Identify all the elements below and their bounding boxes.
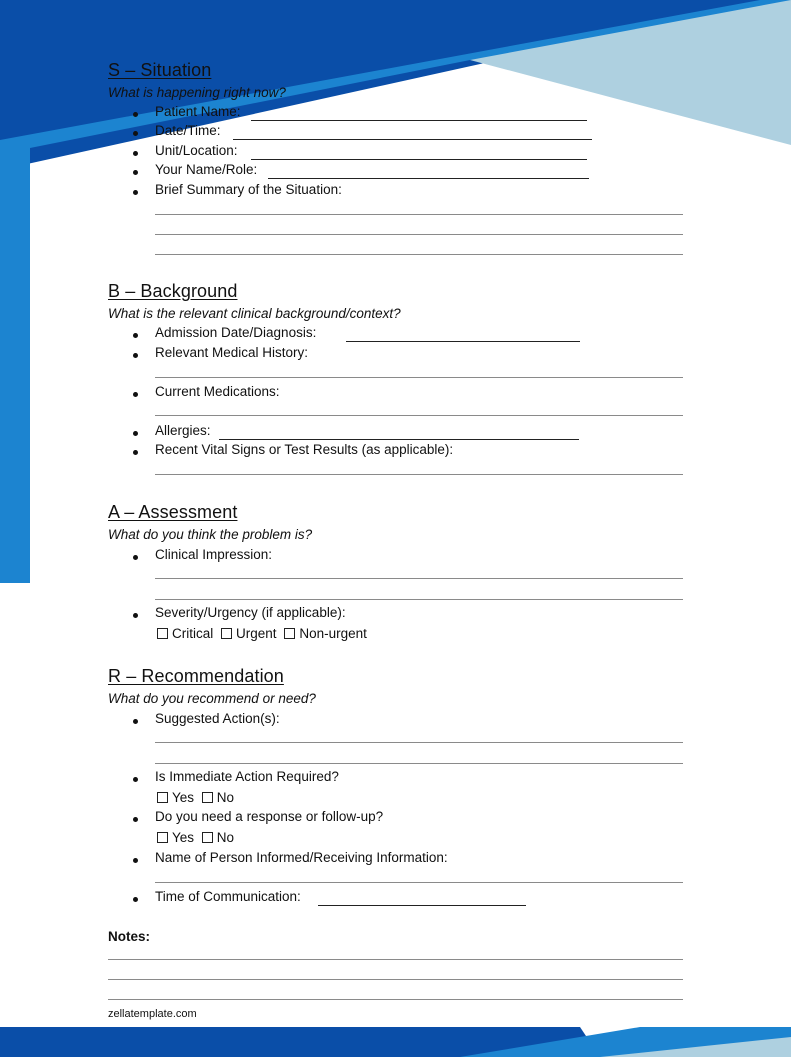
footer-site: zellatemplate.com bbox=[108, 1008, 197, 1020]
bullet bbox=[133, 555, 138, 560]
bullet bbox=[133, 392, 138, 397]
critical-option-label: Critical bbox=[172, 626, 214, 641]
critical-checkbox[interactable] bbox=[157, 628, 168, 639]
immediate-no-label: No bbox=[216, 790, 235, 805]
background-heading: B – Background bbox=[108, 281, 238, 301]
urgent-option-label: Urgent bbox=[236, 626, 277, 641]
assessment-heading: A – Assessment bbox=[108, 502, 238, 522]
severity-options bbox=[157, 626, 371, 641]
allergies-label: Allergies: bbox=[155, 423, 211, 438]
admission-field[interactable] bbox=[346, 341, 580, 342]
date-time-field[interactable] bbox=[233, 139, 592, 140]
bullet bbox=[133, 777, 138, 782]
time-label: Time of Communication: bbox=[155, 889, 301, 904]
impression-line-1[interactable] bbox=[155, 578, 683, 579]
bullet bbox=[133, 131, 138, 136]
recommendation-question: What do you recommend or need? bbox=[108, 691, 316, 706]
bullet bbox=[133, 151, 138, 156]
bullet bbox=[133, 190, 138, 195]
bullet bbox=[133, 719, 138, 724]
response-no-label: No bbox=[216, 830, 235, 845]
patient-name-field[interactable] bbox=[251, 120, 587, 121]
situation-heading: S – Situation bbox=[108, 60, 212, 80]
vitals-line[interactable] bbox=[155, 474, 683, 475]
notes-line-1[interactable] bbox=[108, 959, 683, 960]
vitals-label: Recent Vital Signs or Test Results (as applicable): bbox=[155, 442, 454, 457]
severity-label: Severity/Urgency (if applicable): bbox=[155, 605, 346, 620]
summary-line-1[interactable] bbox=[155, 214, 683, 215]
your-name-role-field[interactable] bbox=[268, 178, 589, 179]
immediate-yes-label: Yes bbox=[172, 790, 195, 805]
immediate-options bbox=[157, 790, 238, 805]
non-urgent-option-label: Non-urgent bbox=[299, 626, 367, 641]
bullet bbox=[133, 858, 138, 863]
impression-label: Clinical Impression: bbox=[155, 547, 273, 562]
notes-line-3[interactable] bbox=[108, 999, 683, 1000]
response-yes-checkbox[interactable] bbox=[157, 832, 168, 843]
non-urgent-checkbox[interactable] bbox=[284, 628, 295, 639]
medications-line[interactable] bbox=[155, 415, 683, 416]
bullet bbox=[133, 897, 138, 902]
allergies-field[interactable] bbox=[219, 439, 579, 440]
bullet bbox=[133, 170, 138, 175]
situation-question: What is happening right now? bbox=[108, 85, 286, 100]
person-informed-line[interactable] bbox=[155, 882, 683, 883]
your-name-role-label: Your Name/Role: bbox=[155, 162, 258, 177]
unit-location-field[interactable] bbox=[251, 159, 587, 160]
recommendation-heading: R – Recommendation bbox=[108, 666, 284, 686]
urgent-checkbox[interactable] bbox=[221, 628, 232, 639]
immediate-yes-checkbox[interactable] bbox=[157, 792, 168, 803]
time-field[interactable] bbox=[318, 905, 526, 906]
summary-line-3[interactable] bbox=[155, 254, 683, 255]
unit-location-label: Unit/Location: bbox=[155, 143, 238, 158]
suggested-line-2[interactable] bbox=[155, 763, 683, 764]
suggested-label: Suggested Action(s): bbox=[155, 711, 280, 726]
bullet bbox=[133, 333, 138, 338]
summary-line-2[interactable] bbox=[155, 234, 683, 235]
notes-line-2[interactable] bbox=[108, 979, 683, 980]
background-question: What is the relevant clinical background/context? bbox=[108, 306, 401, 321]
response-options bbox=[157, 830, 238, 845]
response-yes-label: Yes bbox=[172, 830, 195, 845]
response-no-checkbox[interactable] bbox=[202, 832, 213, 843]
history-label: Relevant Medical History: bbox=[155, 345, 309, 360]
bullet bbox=[133, 353, 138, 358]
immediate-label: Is Immediate Action Required? bbox=[155, 769, 339, 784]
notes-label: Notes: bbox=[108, 929, 151, 944]
bullet bbox=[133, 112, 138, 117]
response-label: Do you need a response or follow-up? bbox=[155, 809, 384, 824]
bullet bbox=[133, 613, 138, 618]
patient-name-label: Patient Name: bbox=[155, 104, 241, 119]
summary-label: Brief Summary of the Situation: bbox=[155, 182, 342, 197]
bullet bbox=[133, 817, 138, 822]
assessment-question: What do you think the problem is? bbox=[108, 527, 313, 542]
date-time-label: Date/Time: bbox=[155, 123, 221, 138]
admission-label: Admission Date/Diagnosis: bbox=[155, 325, 317, 340]
history-line[interactable] bbox=[155, 377, 683, 378]
suggested-line-1[interactable] bbox=[155, 742, 683, 743]
bullet bbox=[133, 450, 138, 455]
impression-line-2[interactable] bbox=[155, 599, 683, 600]
immediate-no-checkbox[interactable] bbox=[202, 792, 213, 803]
medications-label: Current Medications: bbox=[155, 384, 280, 399]
person-informed-label: Name of Person Informed/Receiving Information: bbox=[155, 850, 448, 865]
bullet bbox=[133, 431, 138, 436]
